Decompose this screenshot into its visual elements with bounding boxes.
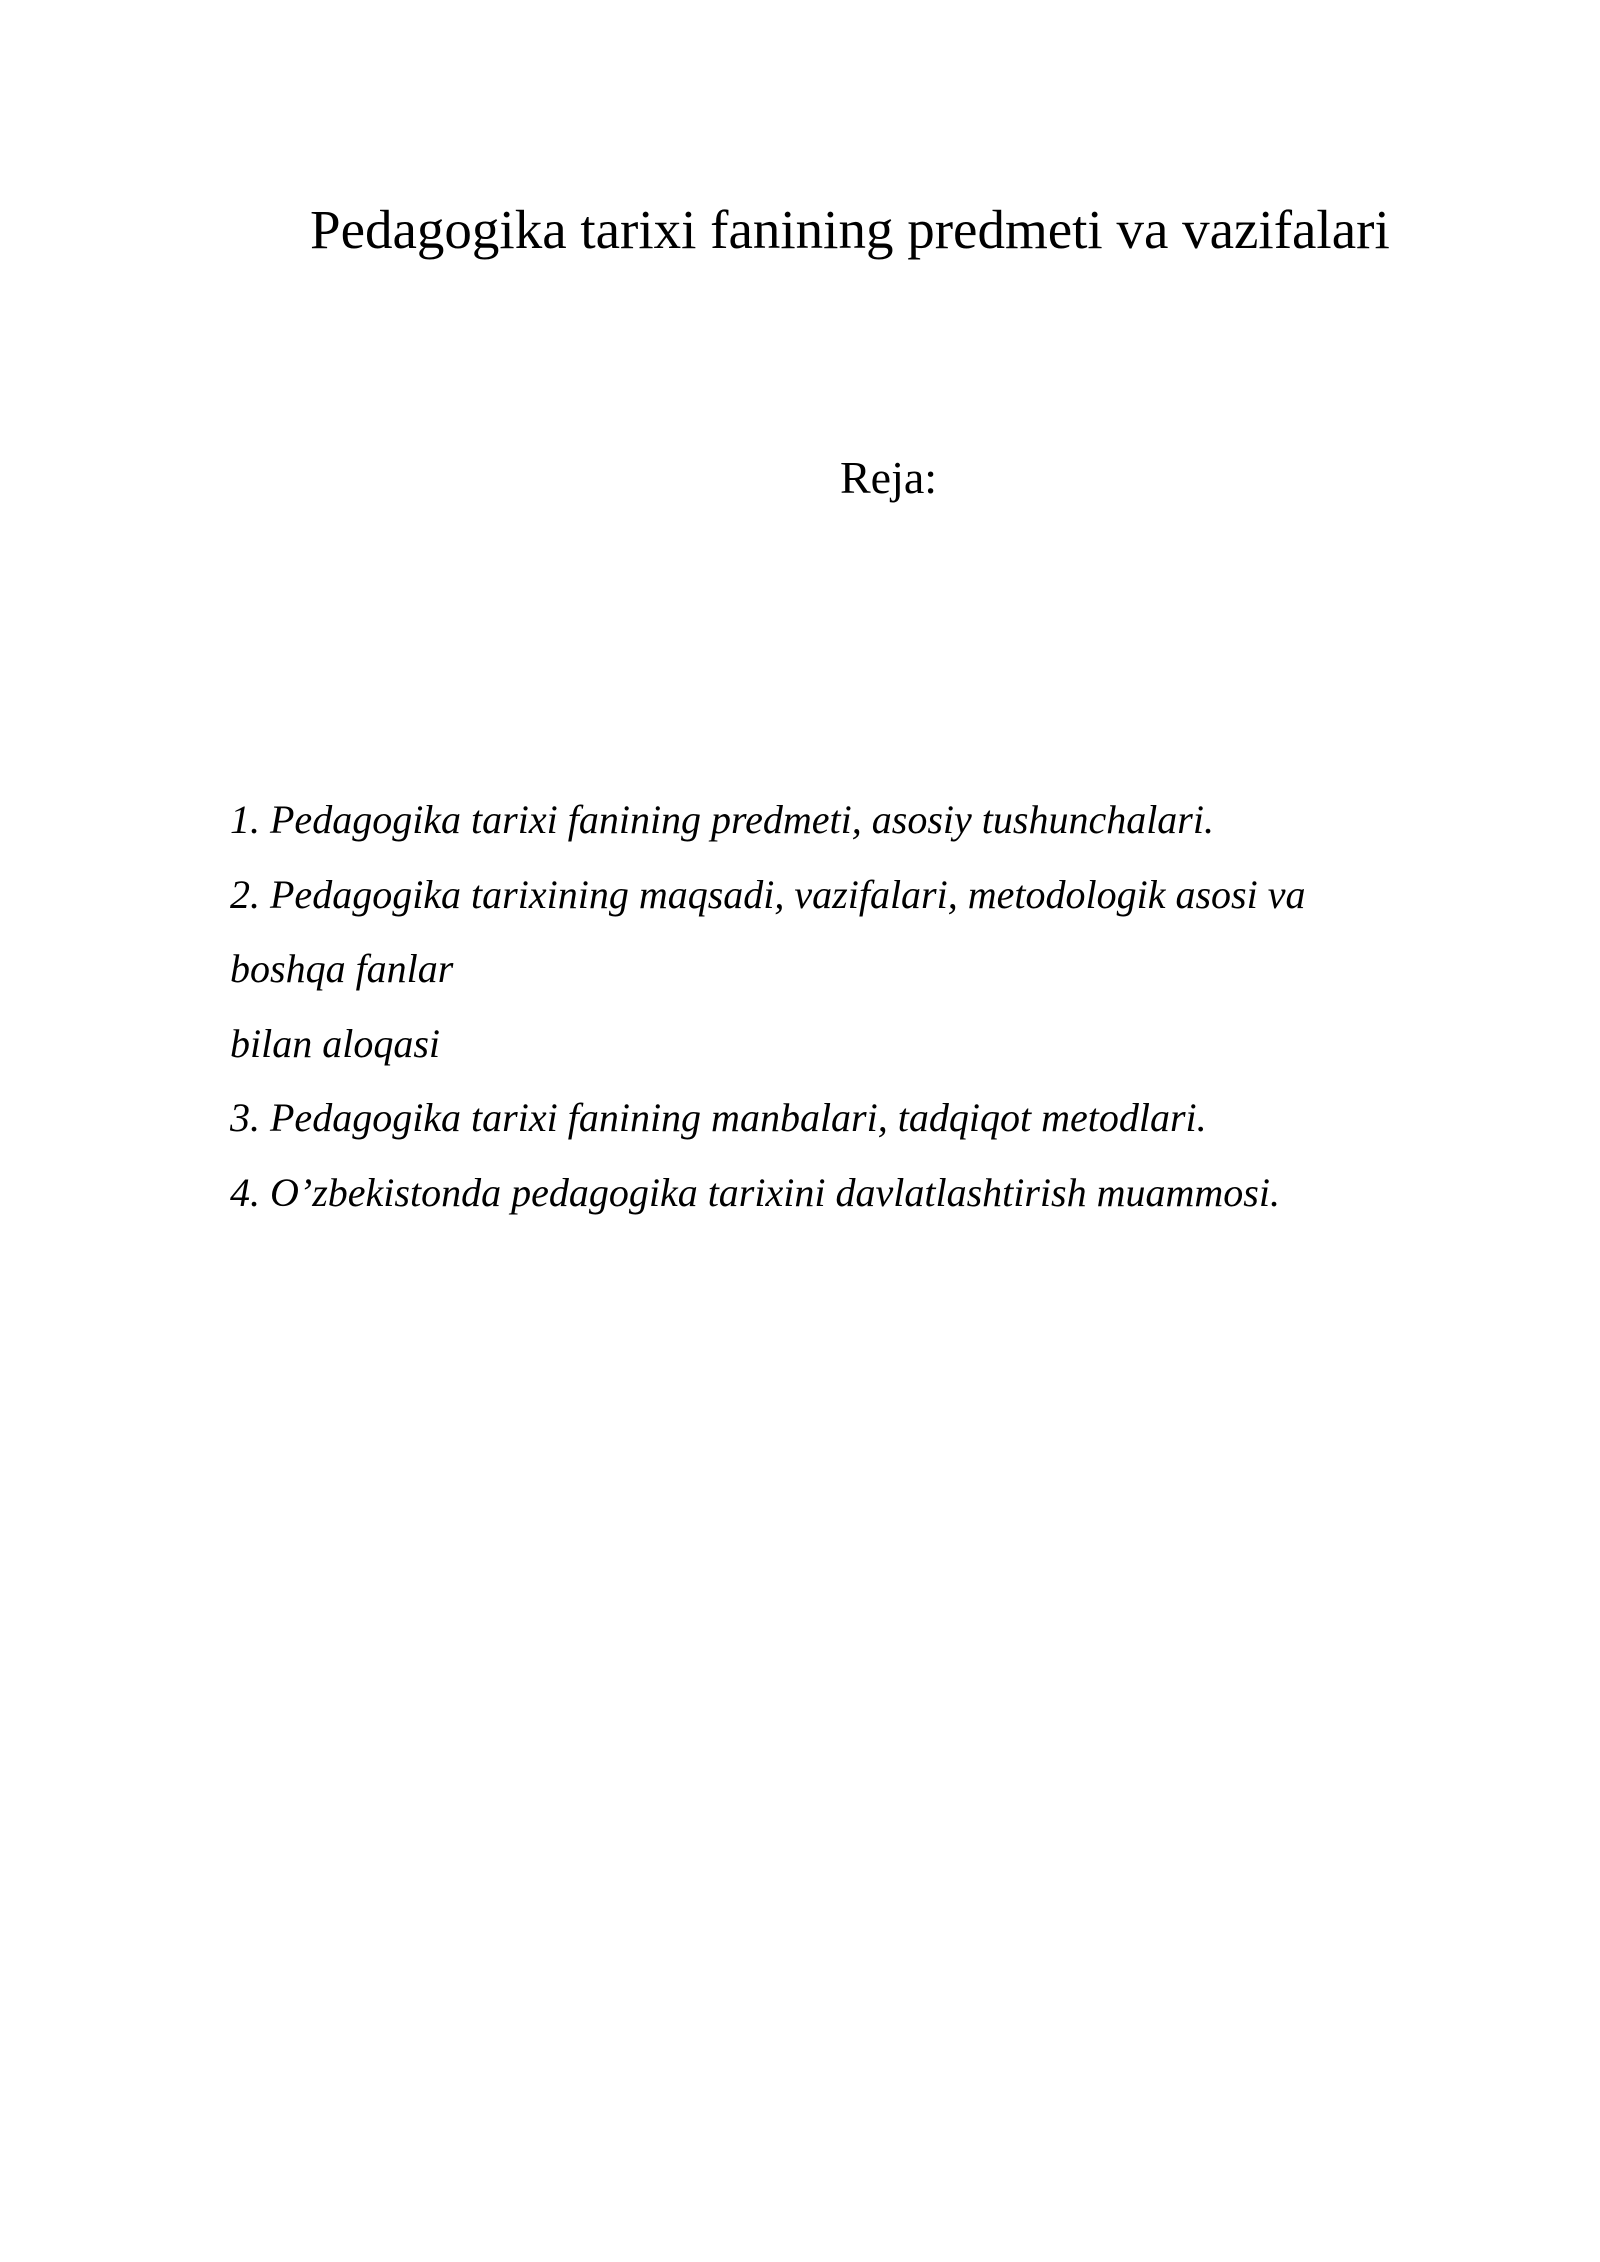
plan-item: 1. Pedagogika tarixi fanining predmeti, asosiy tushunchalari. xyxy=(230,797,1214,842)
plan-item: 4. O’zbekistonda pedagogika tarixini davlatlashtirish muammosi. xyxy=(230,1169,1280,1215)
plan-item: 3. Pedagogika tarixi fanining manbalari, tadqiqot metodlari. xyxy=(230,1095,1207,1140)
plan-heading: Reja: xyxy=(840,452,938,503)
plan-item: 2. Pedagogika tarixining maqsadi, vazifalari, metodologik asosi va xyxy=(230,871,1306,917)
plan-list xyxy=(230,783,1430,1230)
plan-item-continuation: bilan aloqasi xyxy=(230,1020,441,1066)
plan-item-continuation: boshqa fanlar xyxy=(230,946,454,991)
document-title: Pedagogika tarixi fanining predmeti va vazifalari xyxy=(310,199,1390,260)
